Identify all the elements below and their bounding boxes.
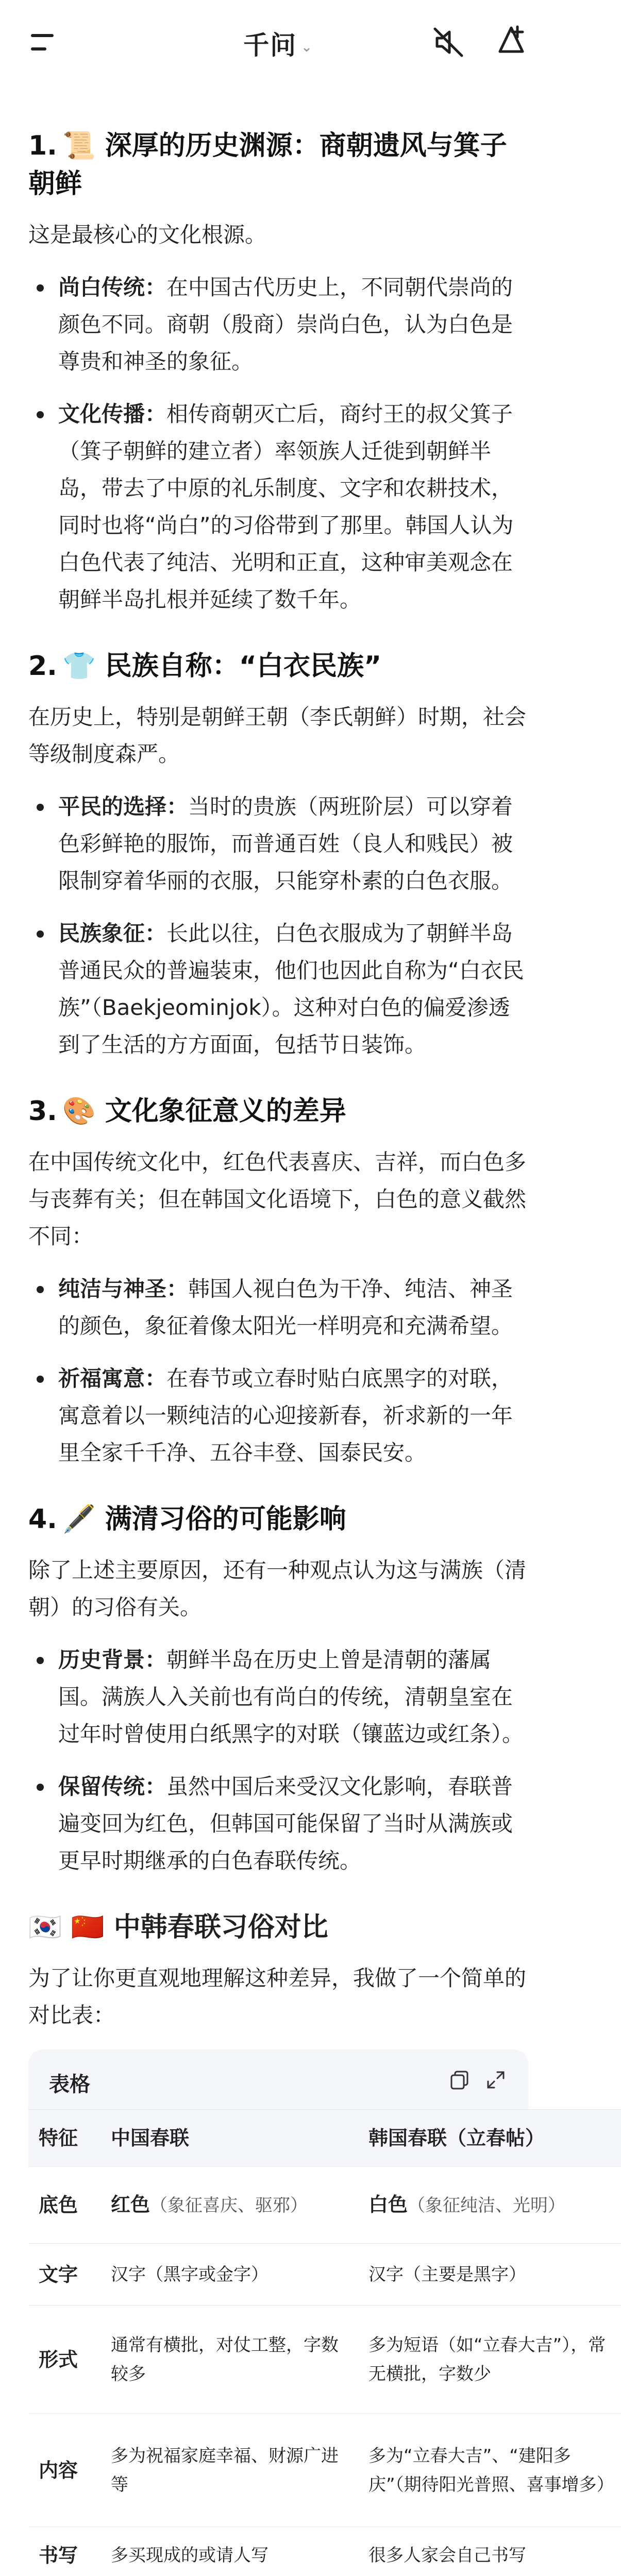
chevron-down-icon: ⌄	[301, 39, 313, 55]
table-card-header	[28, 2049, 528, 2109]
list-item	[28, 915, 528, 1063]
table-row	[28, 2166, 621, 2244]
table-row	[28, 2244, 621, 2306]
shirt-emoji-icon: 👕	[62, 651, 96, 682]
section-title	[28, 127, 528, 203]
list-item	[28, 1360, 528, 1471]
palette-emoji-icon: 🎨	[62, 1096, 96, 1127]
bullet-text: 在春节或立春时贴白底黑字的对联，寓意着以一颗纯洁的心迎接新春，祈求新的一年里全家千千净、五谷丰登、国泰民安。	[58, 1366, 513, 1465]
cell-note: （象征纯洁、光明）	[408, 2195, 566, 2216]
comparison-table	[28, 2109, 621, 2576]
section-number: 3.	[28, 1096, 57, 1127]
section-title	[28, 647, 528, 685]
section-title-text: 深厚的历史渊源：商朝遗风与箕子朝鲜	[28, 130, 507, 199]
cell-main: 白色	[368, 2193, 408, 2216]
table-card	[28, 2049, 614, 2576]
app-title[interactable]	[0, 25, 557, 62]
app-title-text: 千问	[243, 30, 297, 60]
bullet-list	[28, 269, 528, 618]
table-label: 表格	[49, 2073, 90, 2096]
table-cell: 通常有横批，对仗工整，字数较多	[100, 2306, 358, 2414]
section-title-text: 中韩春联习俗对比	[113, 1912, 328, 1943]
list-item	[28, 1768, 528, 1879]
table-row	[28, 2414, 621, 2527]
bullet-head: 保留传统：	[58, 1774, 167, 1799]
paragraph: 在历史上，特别是朝鲜王朝（李氏朝鲜）时期，社会等级制度森严。	[28, 704, 527, 767]
answer-content	[0, 98, 614, 2576]
bullet-text: 相传商朝灭亡后，商纣王的叔父箕子（箕子朝鲜的建立者）率领族人迁徙到朝鲜半岛，带去了中原的礼乐制度、文字和农耕技术，同时也将“尚白”的习俗带到了那里。韩国人认为白色代表了纯洁、光明和正直，这种审美观念在朝鲜半岛扎根并延续了数千年。	[58, 401, 514, 612]
paragraph: 除了上述主要原因，还有一种观点认为这与满族（清朝）的习俗有关。	[28, 1557, 527, 1620]
bullet-head: 历史背景：	[58, 1647, 167, 1672]
bullet-text: 当时的贵族（两班阶层）可以穿着色彩鲜艳的服饰，而普通百姓（良人和贱民）被限制穿着华丽的衣服，只能穿朴素的白色衣服。	[58, 794, 513, 893]
section-number: 4.	[28, 1504, 57, 1535]
bullet-text: 韩国人视白色为干净、纯洁、神圣的颜色，象征着像太阳光一样明亮和充满希望。	[58, 1276, 513, 1338]
section-number: 2.	[28, 651, 57, 682]
bullet-head: 祈福寓意：	[58, 1366, 167, 1391]
table-row	[28, 2527, 621, 2576]
bullet-head: 尚白传统：	[58, 275, 167, 300]
flags-icon: 🇰🇷 🇨🇳	[28, 1912, 105, 1943]
table-cell	[358, 2166, 621, 2244]
table-cell: 多为短语（如“立春大吉”），常无横批，字数少	[358, 2306, 621, 2414]
feature-cell: 形式	[28, 2306, 100, 2414]
feature-cell: 内容	[28, 2414, 100, 2527]
section-title	[28, 1500, 528, 1538]
pen-emoji-icon: 🖋️	[62, 1504, 96, 1535]
paragraph: 为了让你更直观地理解这种差异，我做了一个简单的对比表：	[28, 1965, 527, 2028]
bullet-text: 虽然中国后来受汉文化影响，春联普遍变回为红色，但韩国可能保留了当时从满族或更早时期继承的白色春联传统。	[58, 1774, 513, 1873]
list-item	[28, 1641, 528, 1753]
bullet-list	[28, 1641, 528, 1879]
paragraph: 这是最核心的文化根源。	[28, 222, 267, 247]
column-header: 特征	[28, 2110, 100, 2166]
list-item	[28, 269, 528, 380]
section-title-text: 民族自称：“白衣民族”	[105, 651, 382, 682]
cell-note: （象征喜庆、驱邪）	[150, 2195, 308, 2216]
bullet-text: 在中国古代历史上，不同朝代崇尚的颜色不同。商朝（殷商）崇尚白色，认为白色是尊贵和神圣的象征。	[58, 275, 513, 374]
feature-cell: 书写	[28, 2527, 100, 2576]
paragraph: 在中国传统文化中，红色代表喜庆、吉祥，而白色多与丧葬有关；但在韩国文化语境下，白色的意义截然不同：	[28, 1149, 527, 1249]
table-cell: 汉字（主要是黑字）	[358, 2244, 621, 2306]
cell-main: 红色	[111, 2193, 150, 2216]
feature-cell: 底色	[28, 2166, 100, 2244]
section-title-text: 文化象征意义的差异	[105, 1096, 346, 1127]
expand-icon[interactable]	[486, 2070, 506, 2090]
table-cell: 多买现成的或请人写	[100, 2527, 358, 2576]
section-title	[28, 1092, 528, 1130]
bullet-text: 朝鲜半岛在历史上曾是清朝的藩属国。满族人入关前也有尚白的传统，清朝皇室在过年时曾使用白纸黑字的对联（镶蓝边或红条）。	[58, 1647, 524, 1747]
bullet-head: 平民的选择：	[58, 794, 189, 819]
list-item	[28, 788, 528, 900]
section-number: 1.	[28, 130, 57, 161]
new-chat-icon[interactable]	[494, 24, 529, 59]
bullet-list	[28, 1270, 528, 1471]
table-header-row	[28, 2110, 621, 2166]
section-title	[28, 1908, 528, 1946]
bullet-head: 文化传播：	[58, 401, 167, 427]
bullet-head: 民族象征：	[58, 921, 167, 946]
bullet-head: 纯洁与神圣：	[58, 1276, 189, 1301]
copy-icon[interactable]	[450, 2070, 469, 2090]
table-cell	[100, 2166, 358, 2244]
bullet-text: 长此以往，白色衣服成为了朝鲜半岛普通民众的普遍装束，他们也因此自称为“白衣民族”（Baekjeominjok）。这种对白色的偏爱渗透到了生活的方方面面，包括节日装饰。	[58, 921, 524, 1057]
table-cell: 多为“立春大吉”、“建阳多庆”（期待阳光普照、喜事增多）	[358, 2414, 621, 2527]
list-item	[28, 396, 528, 618]
feature-cell: 文字	[28, 2244, 100, 2306]
table-cell: 汉字（黑字或金字）	[100, 2244, 358, 2306]
bullet-list	[28, 788, 528, 1063]
top-bar	[0, 0, 557, 98]
scroll-emoji-icon: 📜	[62, 130, 96, 161]
table-cell: 很多人家会自己书写	[358, 2527, 621, 2576]
column-header: 中国春联	[100, 2110, 358, 2166]
section-title-text: 满清习俗的可能影响	[105, 1504, 346, 1535]
table-row	[28, 2306, 621, 2414]
speaker-mute-icon[interactable]	[432, 26, 465, 59]
table-cell: 多为祝福家庭幸福、财源广进等	[100, 2414, 358, 2527]
column-header: 韩国春联（立春帖）	[358, 2110, 621, 2166]
list-item	[28, 1270, 528, 1345]
